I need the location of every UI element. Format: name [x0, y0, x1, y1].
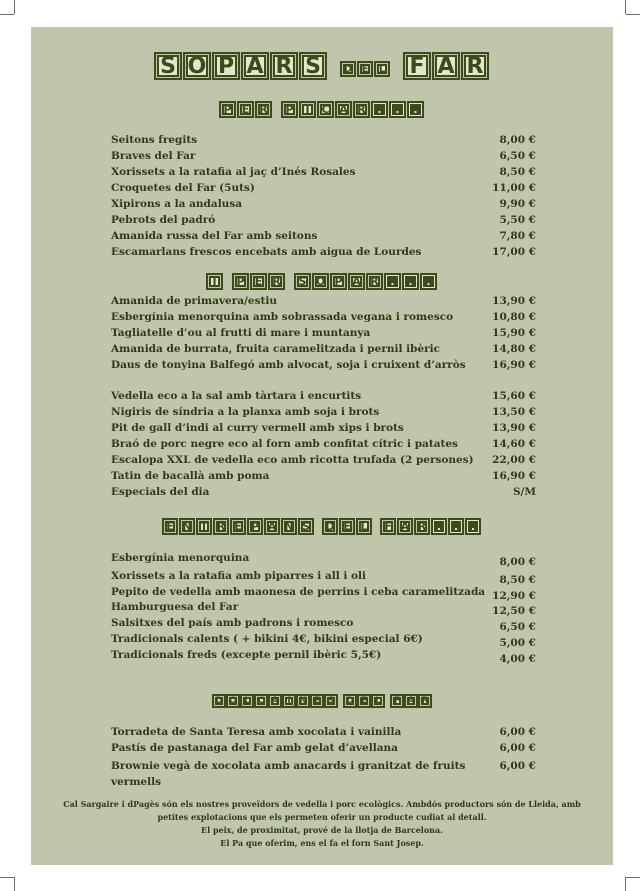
item-price: 12,50 €: [492, 605, 536, 617]
item-price: 14,60 €: [492, 438, 536, 450]
item-price: 4,00 €: [499, 653, 536, 665]
title-tile: S: [299, 52, 327, 80]
header-tile: A: [404, 694, 418, 708]
crop-mark: [14, 0, 15, 14]
item-name: Torradeta de Santa Teresa amb xocolata i vainilla: [111, 726, 402, 738]
header-tile: L: [356, 518, 372, 535]
menu-item: [111, 633, 536, 650]
item-price: 5,50 €: [499, 214, 536, 226]
item-price: 8,00 €: [499, 556, 536, 568]
item-name: Brownie vegà de xocolata amb anacards i granitzat de fruits vermells: [111, 760, 466, 788]
header-tile: E: [162, 518, 178, 535]
item-price: 15,90 €: [492, 327, 536, 339]
item-price: 5,00 €: [499, 637, 536, 649]
header-tile: E: [339, 518, 355, 535]
menu-item: [111, 311, 536, 324]
menu-item: [111, 742, 536, 755]
item-price: S/M: [512, 486, 536, 498]
header-tile: D: [343, 694, 357, 708]
menu-item: [111, 343, 536, 356]
item-name: Pit de gall d’indi al curry vermell amb xips i brots: [111, 422, 404, 434]
item-price: 6,00 €: [499, 742, 536, 754]
menu-item: [111, 486, 536, 499]
item-name: Xipirons a la andalusa: [111, 198, 243, 210]
header-tile: P: [219, 101, 236, 118]
crop-mark: [14, 877, 15, 891]
item-price: 14,80 €: [492, 343, 536, 355]
header-tile: S: [298, 518, 314, 535]
menu-item: [111, 230, 536, 243]
header-tile: .: [407, 101, 424, 118]
crop-mark: [625, 877, 626, 891]
item-price: 13,90 €: [492, 295, 536, 307]
item-price: 8,50 €: [499, 166, 536, 178]
item-price: 22,00 €: [492, 454, 536, 466]
menu-item: [111, 617, 536, 634]
item-name: Tradicionals freds (excepte pernil ibèric 5,5€): [111, 649, 382, 661]
header-tile: E: [310, 694, 324, 708]
menu-page: [31, 27, 613, 865]
title-tile: A: [432, 52, 460, 80]
title-tile: R: [270, 52, 298, 80]
item-name: Amanida de primavera/estiu: [111, 295, 277, 307]
title-tile: S: [154, 52, 182, 80]
item-name: Braó de porc negre eco al forn amb confitat cítric i patates: [111, 438, 458, 450]
menu-item: [111, 758, 536, 790]
item-name: Amanida de burrata, fruita caramelitzada i pernil ibèric: [111, 343, 441, 355]
item-name: Esbergínia menorquina: [111, 552, 250, 564]
item-name: Braves del Far: [111, 150, 196, 162]
item-name: Hamburguesa del Far: [111, 601, 239, 613]
header-tile: N: [281, 518, 297, 535]
header-tile: S: [294, 273, 311, 290]
item-name: Tagliatelle d’ou al frutti di mare i muntanya: [111, 327, 371, 339]
menu-item: [111, 390, 536, 403]
menu-item: [111, 246, 536, 259]
header-tile: A: [348, 273, 365, 290]
header-tile: O: [226, 694, 240, 708]
crop-mark: [0, 14, 14, 15]
menu-item: [111, 726, 536, 739]
item-name: Croquetes del Far (5uts): [111, 182, 255, 194]
item-name: Salsitxes del país amb padrons i romesco: [111, 617, 354, 629]
item-price: 8,50 €: [499, 574, 536, 586]
header-tile: D: [322, 518, 338, 535]
title-tile: E: [357, 61, 373, 77]
menu-item: [111, 134, 536, 147]
header-tile: I: [299, 101, 316, 118]
header-tile: .: [402, 273, 419, 290]
header-tile: P: [330, 273, 347, 290]
footer-line: petites explotacions que els permeten oferir un producte cudiat al detall.: [157, 812, 487, 822]
item-price: 12,90 €: [492, 590, 536, 602]
menu-item: [111, 214, 536, 227]
item-price: 13,90 €: [492, 422, 536, 434]
item-price: 16,90 €: [492, 470, 536, 482]
header-tile: R: [414, 518, 430, 535]
header-tile: R: [353, 101, 370, 118]
crop-mark: [0, 877, 14, 878]
menu-title: [31, 50, 613, 82]
header-tile: S: [324, 694, 338, 708]
header-tile: N: [179, 518, 195, 535]
title-tile: R: [461, 52, 489, 80]
item-name: Pebrots del padró: [111, 214, 216, 226]
header-tile: R: [418, 694, 432, 708]
item-name: Xorissets a la ratafia amb piparres i all i oli: [111, 570, 366, 582]
header-tile: .: [448, 518, 464, 535]
item-price: 11,00 €: [492, 182, 536, 194]
item-name: Seitons fregits: [111, 134, 198, 146]
title-tile: F: [403, 52, 431, 80]
header-tile: F: [390, 694, 404, 708]
header-tile: Ç: [254, 694, 268, 708]
section-header-dolcaines: [31, 692, 613, 710]
item-price: 10,80 €: [492, 311, 536, 323]
item-price: 13,50 €: [492, 406, 536, 418]
item-name: Nigiris de síndria a la planxa amb soja i brots: [111, 406, 380, 418]
item-price: 6,50 €: [499, 621, 536, 633]
menu-item: [111, 182, 536, 195]
menu-item: [111, 327, 536, 340]
header-tile: .: [384, 273, 401, 290]
menu-item: [111, 470, 536, 483]
crop-mark: [626, 877, 640, 878]
header-tile: E: [237, 101, 254, 118]
footer-line: Cal Sargaire i dPagès són els nostres proveïdors de vedella i porc ecològics. Ambdós productors són de Lleida, amb: [63, 799, 581, 809]
item-price: 8,00 €: [499, 134, 536, 146]
header-tile: A: [335, 101, 352, 118]
menu-item: [111, 438, 536, 451]
item-name: Amanida russa del Far amb seitons: [111, 230, 318, 242]
item-name: Daus de tonyina Balfegó amb alvocat, soja i cruixent d’arròs: [111, 359, 466, 371]
menu-item: [111, 601, 536, 618]
header-tile: F: [380, 518, 396, 535]
item-name: Pepito de vedella amb maonesa de perrins i ceba caramelitzada: [111, 586, 486, 598]
header-tile: T: [196, 518, 212, 535]
header-tile: P: [247, 518, 263, 535]
menu-item: [111, 422, 536, 435]
menu-item: [111, 359, 536, 372]
title-tile: O: [183, 52, 211, 80]
title-tile: P: [212, 52, 240, 80]
header-tile: .: [371, 101, 388, 118]
item-name: Especials del dia: [111, 486, 210, 498]
item-price: 15,60 €: [492, 390, 536, 402]
menu-item: [111, 570, 536, 587]
header-tile: .: [431, 518, 447, 535]
menu-item: [111, 649, 536, 666]
menu-item: [111, 198, 536, 211]
header-tile: .: [420, 273, 437, 290]
header-tile: C: [317, 101, 334, 118]
item-name: Esbergínia menorquina amb sobrassada vegana i romesco: [111, 311, 454, 323]
header-tile: N: [296, 694, 310, 708]
header-tile: R: [366, 273, 383, 290]
crop-mark: [625, 0, 626, 14]
header-tile: R: [255, 101, 272, 118]
footer-note: [45, 798, 599, 850]
menu-item: [111, 406, 536, 419]
section-header-entrepans: [31, 516, 613, 536]
crop-mark: [626, 14, 640, 15]
footer-line: El peix, de proximitat, prové de la llotja de Barcelona.: [201, 825, 443, 835]
section-header-per-picar: [31, 99, 613, 119]
menu-item: [111, 166, 536, 179]
header-tile: D: [212, 694, 226, 708]
menu-item: [111, 552, 536, 569]
item-price: 6,00 €: [499, 726, 536, 738]
section-header-i-per-sopar: [31, 271, 613, 291]
item-name: Pastís de pastanaga del Far amb gelat d’avellana: [111, 742, 398, 754]
header-tile: I: [206, 273, 223, 290]
menu-item: [111, 454, 536, 467]
header-tile: A: [264, 518, 280, 535]
header-tile: L: [371, 694, 385, 708]
header-tile: P: [232, 273, 249, 290]
header-tile: L: [240, 694, 254, 708]
header-tile: E: [250, 273, 267, 290]
item-price: 6,50 €: [499, 150, 536, 162]
menu-item: [111, 295, 536, 308]
header-tile: .: [389, 101, 406, 118]
item-name: Escamarlans frescos encebats amb aigua de Lourdes: [111, 246, 422, 258]
header-tile: A: [397, 518, 413, 535]
title-tile: L: [374, 61, 390, 77]
title-tile: D: [340, 61, 356, 77]
item-name: Tatin de bacallà amb poma: [111, 470, 270, 482]
header-tile: R: [213, 518, 229, 535]
item-name: Vedella eco a la sal amb tàrtara i encurtits: [111, 390, 362, 402]
item-price: 7,80 €: [499, 230, 536, 242]
item-name: Xorissets a la ratafia al jaç d’Inés Rosales: [111, 166, 356, 178]
item-price: 6,00 €: [499, 760, 536, 772]
item-price: 17,00 €: [492, 246, 536, 258]
header-tile: .: [465, 518, 481, 535]
header-tile: A: [268, 694, 282, 708]
footer-line: El Pa que oferim, ens el fa el forn Sant Josep.: [220, 838, 424, 848]
menu-item: [111, 150, 536, 163]
header-tile: P: [281, 101, 298, 118]
header-tile: E: [230, 518, 246, 535]
header-tile: R: [268, 273, 285, 290]
header-tile: O: [312, 273, 329, 290]
title-tile: A: [241, 52, 269, 80]
header-tile: E: [357, 694, 371, 708]
header-tile: I: [282, 694, 296, 708]
item-name: Escalopa XXL de vedella eco amb ricotta trufada (2 persones): [111, 454, 474, 466]
item-price: 16,90 €: [492, 359, 536, 371]
item-price: 9,90 €: [499, 198, 536, 210]
item-name: Tradicionals calents ( + bikini 4€, bikini especial 6€): [111, 633, 423, 645]
